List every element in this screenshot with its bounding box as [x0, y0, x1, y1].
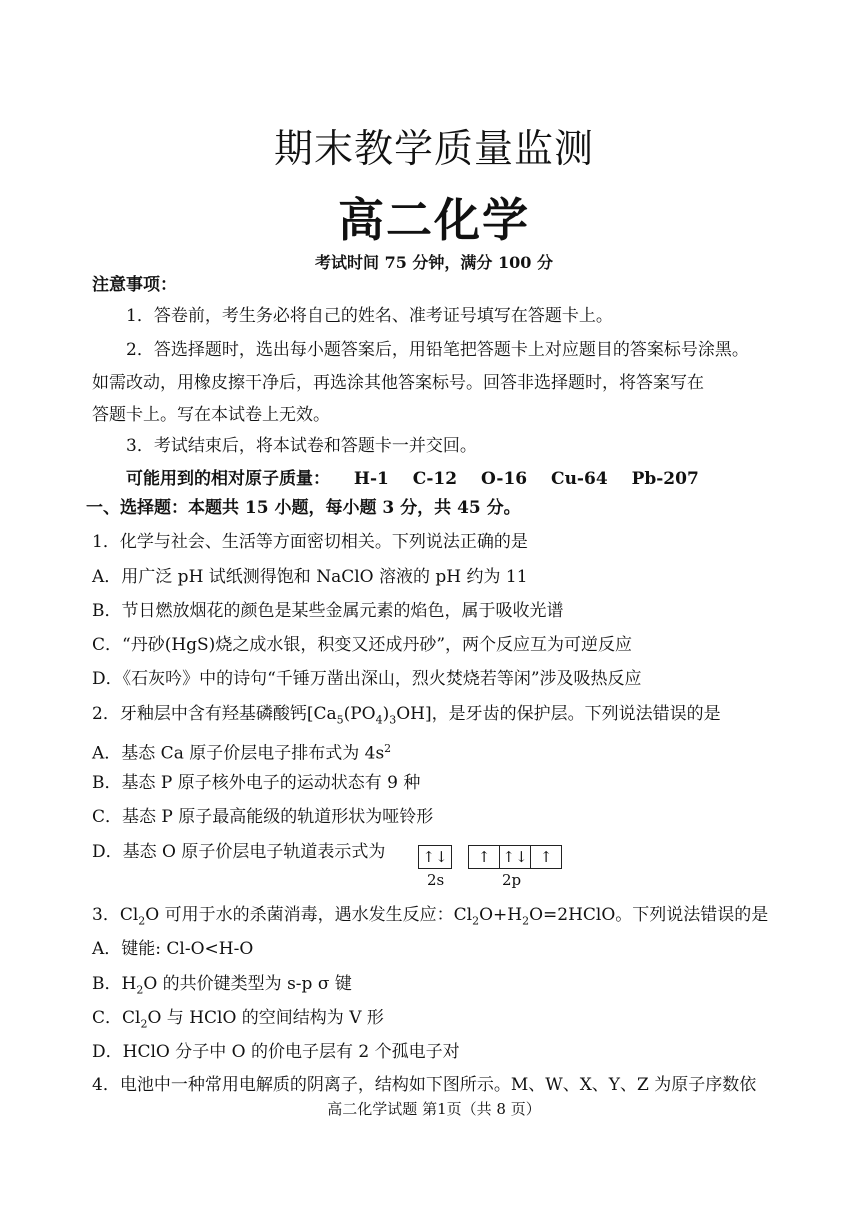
option-d: D．《石灰吟》中的诗句“千锤万凿出深山，烈火焚烧若等闲”涉及吸热反应 — [92, 669, 642, 689]
option-c: C．$Cl_2O$ 与 HClO 的空间结构为 V 形 — [92, 1008, 384, 1031]
option-d: D．HClO 分子中 O 的价电子层有 2 个孤电子对 — [92, 1042, 460, 1062]
option-b: B．基态 P 原子核外电子的运动状态有 9 种 — [92, 773, 421, 793]
orbital-diagram — [418, 845, 568, 893]
question-stem: 1．化学与社会、生活等方面密切相关。下列说法正确的是 — [92, 532, 528, 552]
option-b: B．节日燃放烟花的颜色是某些金属元素的焰色，属于吸收光谱 — [92, 601, 564, 621]
mass-value: H-1 — [353, 469, 389, 489]
mass-value: Cu-64 — [551, 469, 608, 489]
option-b: B．$H_2O$ 的共价键类型为 s-p σ 键 — [92, 974, 352, 997]
exam-info: 考试时间 75 分钟，满分 100 分 — [315, 253, 553, 272]
option-d: D．基态 O 原子价层电子轨道表示式为 — [92, 842, 386, 862]
question-stem: 4．电池中一种常用电解质的阴离子，结构如下图所示。M、W、X、Y、Z 为原子序数依 — [92, 1075, 757, 1095]
mass-value: C-12 — [412, 469, 458, 489]
section-heading: 一、选择题：本题共 15 小题，每小题 3 分，共 45 分。 — [86, 498, 521, 518]
notice-heading: 注意事项： — [92, 275, 177, 295]
option-c: C．基态 P 原子最高能级的轨道形状为哑铃形 — [92, 807, 434, 827]
mass-value: O-16 — [480, 469, 528, 489]
notice-item: 2．答选择题时，选出每小题答案后，用铅笔把答题卡上对应题目的答案标号涂黑。 — [126, 340, 749, 360]
notice-item: 1．答卷前，考生务必将自己的姓名、准考证号填写在答题卡上。 — [126, 306, 613, 326]
page-footer: 高二化学试题 第1页（共 8 页） — [327, 1100, 541, 1118]
notice-item: 3．考试结束后，将本试卷和答题卡一并交回。 — [126, 436, 477, 456]
orbital-cell: ↑ — [539, 848, 553, 866]
orbital-label-2p: 2p — [502, 871, 522, 889]
question-stem: 3．$Cl_2O$ 可用于水的杀菌消毒，遇水发生反应：$Cl_2O+H_2O=2HClO$。下列说法错误的是 — [92, 905, 769, 928]
mass-value: Pb-207 — [631, 469, 699, 489]
orbital-cell: ↑↓ — [500, 846, 531, 868]
orbital-2p-box — [468, 845, 562, 869]
option-a: A．键能: Cl-O<H-O — [92, 939, 254, 959]
mass-label: 可能用到的相对原子质量： — [126, 469, 330, 489]
subject-title: 高二化学 — [338, 193, 530, 247]
option-a: A．基态 Ca 原子价层电子排布式为 $4s^2$ — [92, 742, 392, 764]
orbital-cell: ↑ — [469, 846, 500, 868]
exam-title: 期末教学质量监测 — [273, 127, 594, 172]
orbital-2s-box: ↑↓ — [418, 845, 452, 869]
atomic-mass-line — [126, 464, 717, 489]
option-c: C．“丹砂(HgS)烧之成水银，积变又还成丹砂”，两个反应互为可逆反应 — [92, 635, 633, 655]
question-stem: 2．牙釉层中含有羟基磷酸钙$[Ca_5(PO_4)_3OH]$，是牙齿的保护层。下列说法错误的是 — [92, 704, 721, 727]
option-a: A．用广泛 pH 试纸测得饱和 NaClO 溶液的 pH 约为 11 — [92, 567, 528, 587]
notice-item: 答题卡上。写在本试卷上无效。 — [92, 405, 330, 425]
orbital-label-2s: 2s — [427, 871, 445, 889]
notice-item: 如需改动，用橡皮擦干净后，再选涂其他答案标号。回答非选择题时，将答案写在 — [92, 373, 704, 393]
